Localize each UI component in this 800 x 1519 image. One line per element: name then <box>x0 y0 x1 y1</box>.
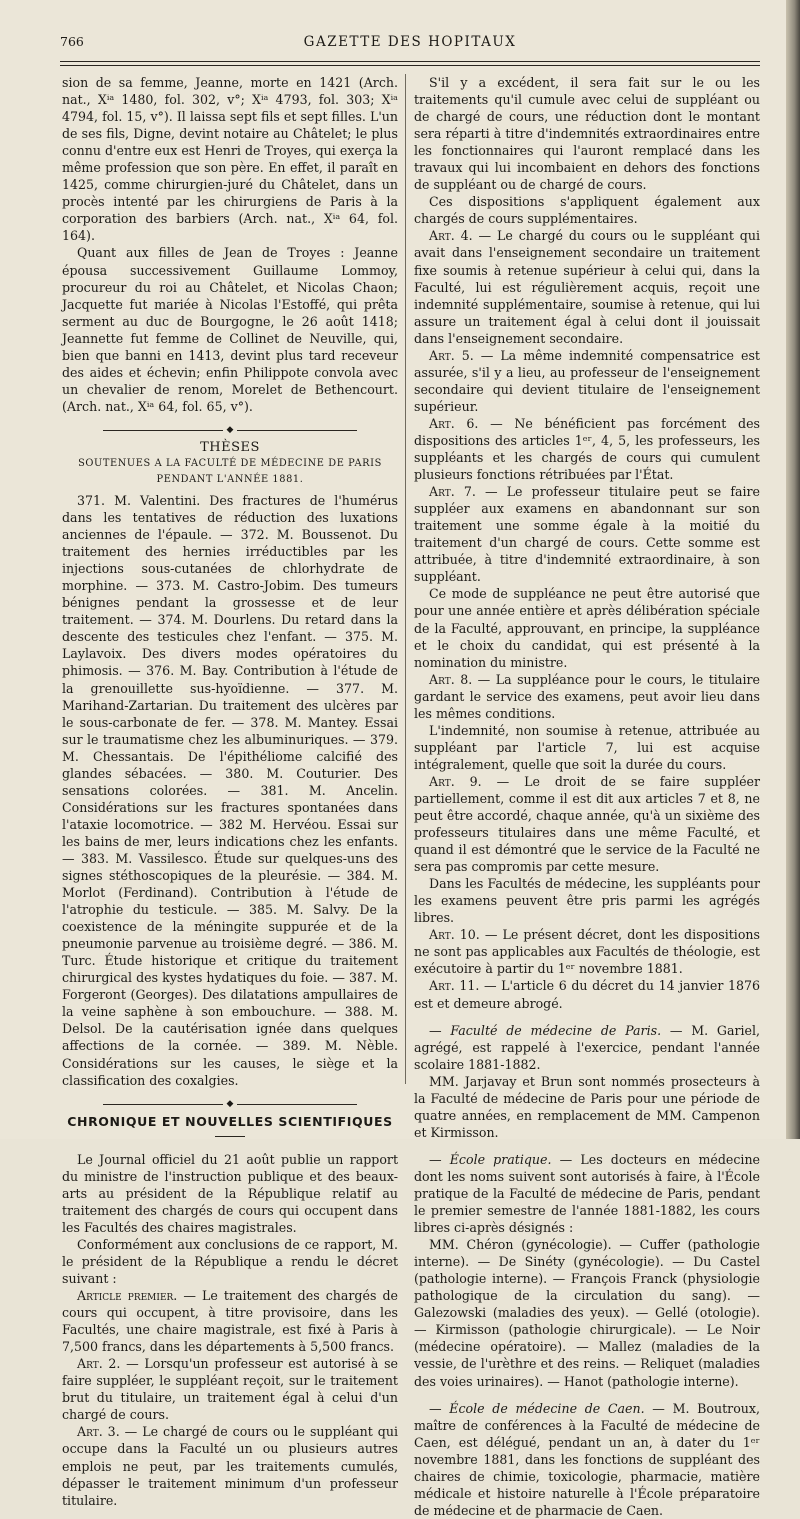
article-paragraph <box>414 415 760 483</box>
paragraph: MM. Jarjavay et Brun sont nommés prosecteurs à la Faculté de médecine de Paris pour une période de quatre années, en remplacement de MM. Campenon et Kirmisson. <box>414 1073 760 1140</box>
article-label: Art. 9. <box>429 773 482 789</box>
article-label: Art. 4. <box>429 228 473 244</box>
header-rule-thick <box>60 61 760 62</box>
section-ornament: ◆ <box>62 421 398 431</box>
article-label: Art. 11. <box>429 978 480 994</box>
news-paragraph <box>414 1400 760 1519</box>
section-subtitle <box>62 456 398 488</box>
article-paragraph <box>414 773 760 875</box>
article-text: — Le traitement des chargés de cours qui occupent, à titre provisoire, dans les Facultés, une chaire magistrale, est fixé à Paris à 7,500 francs, dans les départements à 5,500 francs. <box>62 1288 398 1355</box>
news-heading: — Faculté de médecine de Paris. <box>429 1022 662 1038</box>
header-rule-thin <box>60 65 760 66</box>
news-text: — M. Gariel, agrégé, est rappelé à l'exercice, pendant l'année scolaire 1881-1882. <box>414 1022 760 1072</box>
news-text: — Les docteurs en médecine dont les noms suivent sont autorisés à faire, à l'École pratique de la Faculté de médecine de Paris, pendant le premier semestre de l'année 1881-1882, les cours libres ci-après désignés : <box>414 1151 761 1236</box>
page-number: 766 <box>60 34 84 49</box>
section-subtitle-line: SOUTENUES A LA FACULTÉ DE MÉDECINE DE PARIS <box>78 457 382 469</box>
article-paragraph <box>414 483 760 585</box>
news-heading: — École de médecine de Caen. <box>429 1400 645 1416</box>
article-label: Article premier. <box>77 1288 178 1304</box>
page-header <box>60 34 760 58</box>
running-title: GAZETTE DES HOPITAUX <box>303 34 517 50</box>
article-text: — Le droit de se faire suppléer partiellement, comme il est dit aux articles 7 et 8, ne peut être accordé, chaque année, qu'à un sixième des professeurs titulaires dans une même Faculté, et quand il est démontré que le service de la Faculté ne sera pas compromis par cette mesure. <box>414 773 760 875</box>
paragraph: sion de sa femme, Jeanne, morte en 1421 (Arch. nat., Xⁱᵃ 1480, fol. 302, v°; Xⁱᵃ 4793, fol. 303; Xⁱᵃ 4794, fol. 15, v°). Il laissa sept fils et sept filles. L'un de ses fils, Digne, devint notaire au Châtelet; le plus connu d'entre eux est Henri de Troyes, qui exerça la même profession que son père. En effet, il paraît en 1425, comme chirurgien-juré du Châtelet, dans un procès intenté par les chirurgiens de Paris à la corporation des barbiers (Arch. nat., Xⁱᵃ 64, fol. 164). <box>62 75 398 244</box>
short-rule <box>215 1136 245 1137</box>
paragraph: Quant aux filles de Jean de Troyes : Jeanne épousa successivement Guillaume Lommoy, procureur du roi au Châtelet, et Nicolas Chaon; Jacquette fut mariée à Nicolas l'Estoffé, qui prêta serment au duc de Bourgogne, le 26 août 1418; Jeannette fut femme de Collinet de Neuville, qui, bien que banni en 1413, devint plus tard receveur des aides et échevin; enfin Philippote convola avec un chevalier de renom, Morelet de Bethencourt. (Arch. nat., Xⁱᵃ 64, fol. 65, v°). <box>62 245 398 414</box>
article-paragraph <box>62 1355 398 1423</box>
paragraph: Ces dispositions s'appliquent également aux chargés de cours supplémentaires. <box>414 194 760 227</box>
news-heading: — École pratique. <box>429 1151 552 1167</box>
article-paragraph <box>414 347 760 415</box>
news-paragraph <box>414 1151 760 1236</box>
section-ornament: ◆ <box>62 1095 398 1105</box>
news-paragraph <box>414 1022 760 1073</box>
article-text: — Le chargé du cours ou le suppléant qui avait dans l'enseignement secondaire un traitement fixe soumis à retenue supérieur à celui qui, dans la Faculté, lui est régulièrement acquis, reçoit une indemnité supplémentaire, soumise à retenue, qui lui assure un traitement égal à celui dont il jouissait dans l'enseignement secondaire. <box>414 228 760 346</box>
paragraph: MM. Chéron (gynécologie). — Cuffer (pathologie interne). — De Sinéty (gynécologie). — Du Castel (pathologie interne). — François Franck (physiologie pathologique de la circulation du sang). — Galezowski (maladies des yeux). — Gellé (otologie). — Kirmisson (pathologie chirurgicale). — Le Noir (médecine opératoire). — Mallez (maladies de la vessie, de l'urèthre et des reins. — Reliquet (maladies des voies urinaires). — Hanot (pathologie interne). <box>414 1237 760 1389</box>
paragraph: Dans les Facultés de médecine, les suppléants pour les examens peuvent être pris parmi les agrégés libres. <box>414 876 760 926</box>
paragraph: S'il y a excédent, il sera fait sur le ou les traitements qu'il cumule avec celui de suppléant ou de chargé de cours, une réduction dont le montant sera réparti à titre d'indemnités extraordinaires entre les fonctionnaires qui l'auront remplacé dans les travaux qui lui incombaient en dehors des fonctions de suppléant ou de chargé de cours. <box>414 75 760 193</box>
article-text: — Le présent décret, dont les dispositions ne sont pas applicables aux Facultés de théologie, est exécutoire à partir du 1ᵉʳ novembre 1881. <box>414 927 760 977</box>
article-label: Art. 5. <box>429 347 474 363</box>
paragraph: Ce mode de suppléance ne peut être autorisé que pour une année entière et après délibération spéciale de la Faculté, approuvant, en principe, la suppléance et le choix du candidat, qui est présenté à la nomination du ministre. <box>414 586 760 670</box>
section-title-chronique: CHRONIQUE ET NOUVELLES SCIENTIFIQUES <box>67 1113 393 1129</box>
article-paragraph <box>414 227 760 346</box>
left-column <box>62 74 398 1509</box>
article-label: Art. 3. <box>77 1424 120 1440</box>
article-text: — Ne bénéficient pas forcément des dispositions des articles 1ᵉʳ, 4, 5, les professeurs, les suppléants et les chargés de cours qui cumulent plusieurs fonctions rétribuées par l'État. <box>414 415 760 483</box>
article-text: — La suppléance pour le cours, le titulaire gardant le service des examens, peut avoir lieu dans les mêmes conditions. <box>414 671 761 721</box>
article-label: Art. 2. <box>77 1356 121 1372</box>
article-paragraph <box>414 926 760 977</box>
article-paragraph <box>62 1287 398 1355</box>
right-column <box>414 74 760 1519</box>
theses-list: 371. M. Valentini. Des fractures de l'humérus dans les tentatives de réduction des luxations anciennes de l'épaule. — 372. M. Boussenot. Du traitement des hernies irréductibles par les injections sous-cutanées de chlorhydrate de morphine. — 373. M. Castro-Jobim. Des tumeurs bénignes pendant la grossesse et de leur traitement. — 374. M. Dourlens. Du retard dans la descente des testicules chez l'enfant. — 375. M. Laylavoix. Des divers modes opératoires du phimosis. — 376. M. Bay. Contribution à l'étude de la grenouillette sus-hyoïdienne. — 377. M. Marihand-Zartarian. Du traitement des ulcères par le sous-carbonate de fer. — 378. M. Mantey. Essai sur le traumatisme chez les albuminuriques. — 379. M. Chessantais. De l'épithéliome calcifié des glandes sébacées. — 380. M. Couturier. Des sensations colorées. — 381. M. Ancelin. Considérations sur les fractures spontanées dans l'ataxie locomotrice. — 382 M. Hervéou. Essai sur les bains de mer, leurs indications chez les enfants. — 383. M. Vassilesco. Étude sur quelques-uns des signes stéthoscopiques de la pleurésie. — 384. M. Morlot (Ferdinand). Contribution à l'étude de l'atrophie du testicule. — 385. M. Salvy. De la coexistence de la méningite suppurée et de la pneumonie parvenue au troisième degré. — 386. M. Turc. Étude historique et critique du traitement chirurgical des kystes hydatiques du foie. — 387. M. Forgeront (Georges). Des dilatations ampullaires de la veine saphène à son embouchure. — 388. M. Delsol. De la cautérisation ignée dans quelques affections de la cornée. — 389. M. Nèble. Considérations sur les causes, le siège et la classification des coxalgies. <box>62 492 398 1088</box>
article-label: Art. 8. <box>429 671 473 687</box>
article-paragraph <box>414 977 760 1011</box>
paragraph: Le Journal officiel du 21 août publie un rapport du ministre de l'instruction publique et des beaux-arts au président de la République relatif au traitement des chargés de cours qui occupent dans les Facultés des chaires magistrales. <box>62 1151 398 1235</box>
paragraph: Conformément aux conclusions de ce rapport, M. le président de la République a rendu le décret suivant : <box>62 1236 398 1286</box>
section-title-theses: THÈSES <box>200 439 260 455</box>
article-label: Art. 6. <box>429 415 479 431</box>
article-text: — Lorsqu'un professeur est autorisé à se faire suppléer, le suppléant reçoit, sur le traitement brut du titulaire, un traitement égal à celui d'un chargé de cours. <box>62 1356 398 1423</box>
section-subtitle-line: PENDANT L'ANNÉE 1881. <box>156 473 304 485</box>
article-paragraph <box>62 1423 398 1508</box>
column-separator <box>405 74 406 1084</box>
article-text: — L'article 6 du décret du 14 janvier 1876 est et demeure abrogé. <box>414 978 760 1011</box>
article-label: Art. 10. <box>429 927 480 943</box>
article-text: — Le professeur titulaire peut se faire suppléer aux examens en abandonnant sur son traitement une somme égale à la moitié du traitement d'un chargé de cours. Cette somme est attribuée, à titre d'indemnité extraordinaire, à son suppléant. <box>414 484 760 585</box>
page-binding-edge <box>786 0 800 1139</box>
article-label: Art. 7. <box>429 484 476 500</box>
news-text: — M. Boutroux, maître de conférences à la Faculté de médecine de Caen, est délégué, pendant un an, à dater du 1ᵉʳ novembre 1881, dans les fonctions de suppléant des chaires de chimie, toxicologie, pharmacie, matière médicale et histoire naturelle à l'École préparatoire de médecine et de pharmacie de Caen. <box>414 1400 760 1518</box>
article-text: — La même indemnité compensatrice est assurée, s'il y a lieu, au professeur de l'enseignement secondaire qui devient titulaire de l'enseignement supérieur. <box>414 347 760 414</box>
article-paragraph <box>414 671 760 722</box>
paragraph: L'indemnité, non soumise à retenue, attribuée au suppléant par l'article 7, lui est acquise intégralement, quelle que soit la durée du cours. <box>414 722 760 772</box>
article-text: — Le chargé de cours ou le suppléant qui occupe dans la Faculté un ou plusieurs autres emplois ne peut, par les traitements cumulés, dépasser le traitement minimum d'un professeur titulaire. <box>62 1424 398 1508</box>
